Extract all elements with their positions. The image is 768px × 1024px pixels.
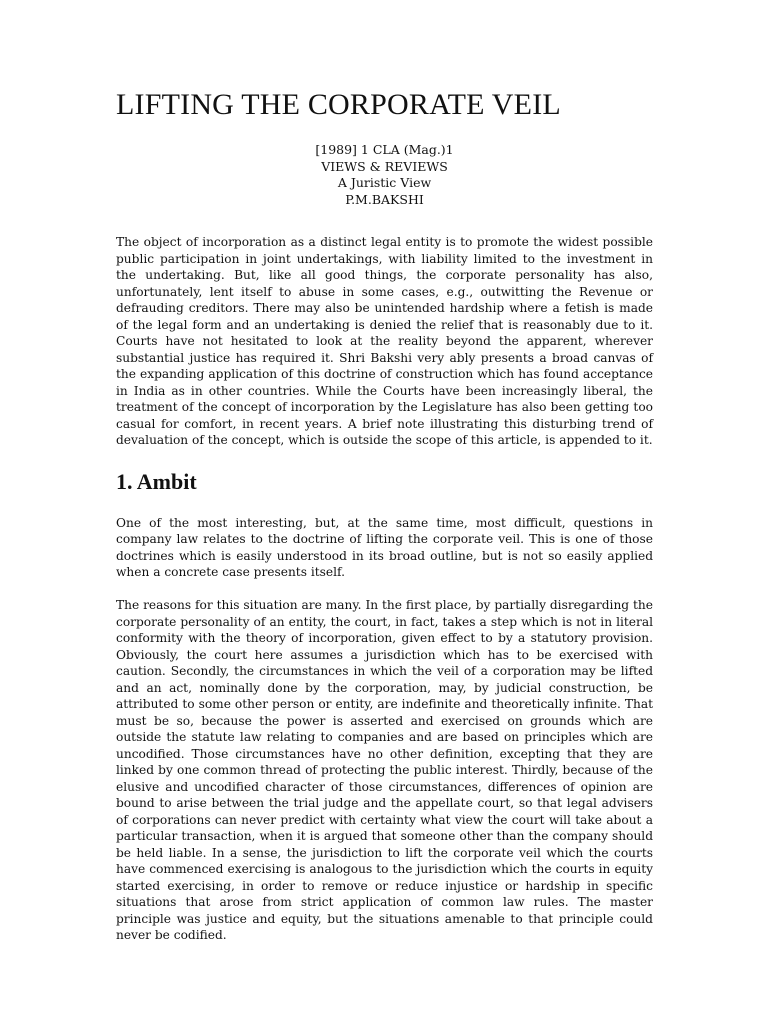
author: P.M.BAKSHI <box>345 191 424 207</box>
subtitle: A Juristic View <box>337 175 432 190</box>
section-heading-ambit: 1. Ambit <box>116 468 197 494</box>
series-label: VIEWS & REVIEWS <box>321 158 448 174</box>
body-paragraph: One of the most interesting, but, at the same time, most difficult, questions in company law relates to the doctrine of lifting the corporate veil. This is one of those doctrines which is easily understood in its broad outline, but is not so easily applied when a concrete case presents itself. <box>116 515 653 579</box>
article-metadata <box>116 142 653 208</box>
citation: [1989] 1 CLA (Mag.)1 <box>315 142 454 157</box>
body-paragraph: The reasons for this situation are many. In the first place, by partially disregarding the corporate personality of an entity, the court, in fact, takes a step which is not in literal conformity with the theory of incorporation, given effect to by a statutory provision. Obviously, the court here assumes a jurisdiction which has to be exercised with caution. Secondly, the circumstances in which the veil of a corporation may be lifted and an act, nominally done by the corporation, may, by judicial construction, be attributed to some other person or entity, are indefinite and theoretically infinite. That must be so, because the power is asserted and exercised on grounds which are outside the statute law relating to companies and are based on principles which are uncodified. Those circumstances have no other definition, excepting that they are linked by one common thread of protecting the public interest. Thirdly, because of the elusive and uncodified character of those circumstances, differences of opinion are bound to arise between the trial judge and the appellate court, so that legal advisers of corporations can never predict with certainty what view the court will take about a particular transaction, when it is argued that someone other than the company should be held liable. In a sense, the jurisdiction to lift the corporate veil which the courts have commenced exercising is analogous to the jurisdiction which the courts in equity started exercising, in order to remove or reduce injustice or hardship in specific situations that arose from strict application of common law rules. The master principle was justice and equity, but the situations amenable to that principle could never be codified. <box>116 598 653 942</box>
page-title: LIFTING THE CORPORATE VEIL <box>116 88 561 121</box>
intro-paragraph: The object of incorporation as a distinct legal entity is to promote the widest possible public participation in joint undertakings, with liability limited to the investment in the undertaking. But, like all good things, the corporate personality has also, unfortunately, lent itself to abuse in some cases, e.g., outwitting the Revenue or defrauding creditors. There may also be unintended hardship where a fetish is made of the legal form and an undertaking is denied the relief that is reasonably due to it. Courts have not hesitated to look at the reality beyond the apparent, wherever substantial justice has required it. Shri Bakshi very ably presents a broad canvas of the expanding application of this doctrine of construction which has found acceptance in India as in other countries. While the Courts have been increasingly liberal, the treatment of the concept of incorporation by the Legislature has also been getting too casual for comfort, in recent years. A brief note illustrating this disturbing trend of devaluation of the concept, which is outside the scope of this article, is appended to it. <box>116 235 653 447</box>
